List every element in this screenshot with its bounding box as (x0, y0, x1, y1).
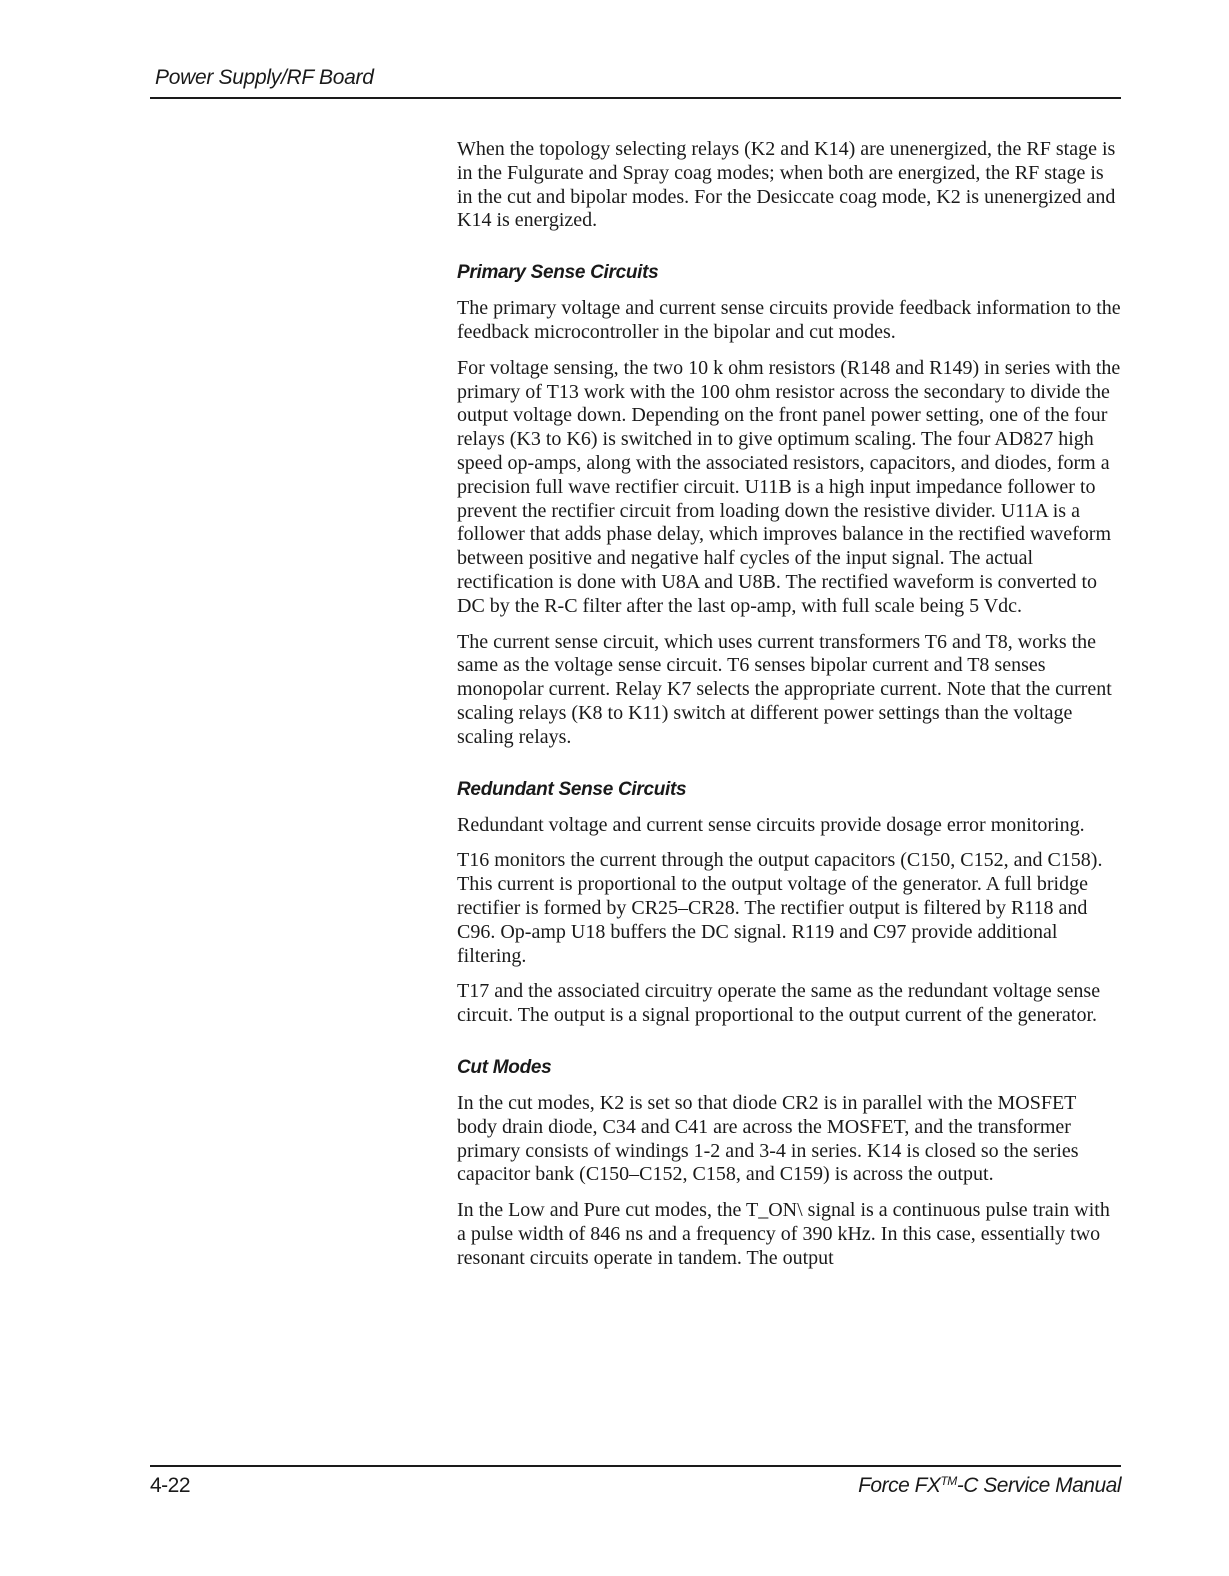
paragraph: Redundant voltage and current sense circuits provide dosage error monitoring. (457, 813, 1085, 836)
trademark-mark: TM (940, 1474, 957, 1488)
section-heading-cut-modes: Cut Modes (457, 1056, 552, 1078)
intro-paragraph: When the topology selecting relays (K2 and K14) are unenergized, the RF stage is in the Fulgurate and Spray coag modes; when both are energized, the RF stage is in the cut and bipolar modes. For the Desiccate coag mode, K2 is unenergized and K14 is energized. (457, 138, 1116, 232)
footer-rule (150, 1465, 1121, 1467)
footer-manual-title (858, 1474, 1121, 1498)
page-number: 4-22 (150, 1474, 191, 1497)
main-content (457, 138, 1121, 1282)
section-heading-redundant-sense: Redundant Sense Circuits (457, 778, 687, 800)
running-head: Power Supply/RF Board (155, 66, 374, 89)
section-heading-primary-sense: Primary Sense Circuits (457, 262, 659, 284)
paragraph: The current sense circuit, which uses current transformers T6 and T8, works the same as the voltage sense circuit. T6 senses bipolar current and T8 senses monopolar current. Relay K7 selects the appropriate current. Note that the current scaling relays (K8 to K11) switch at different power settings than the voltage scaling relays. (457, 630, 1112, 748)
header-rule (150, 97, 1121, 99)
paragraph: For voltage sensing, the two 10 k ohm resistors (R148 and R149) in series with the primary of T13 work with the 100 ohm resistor across the secondary to divide the output voltage down. Depending on the front panel power setting, one of the four relays (K3 to K6) is switched in to give optimum scaling. The four AD827 high speed op-amps, along with the associated resistors, capacitors, and diodes, form a precision full wave rectifier circuit. U11B is a high input impedance follower to prevent the rectifier circuit from loading down the resistive divider. U11A is a follower that adds phase delay, which improves balance in the rectified waveform between positive and negative half cycles of the input signal. The actual rectification is done with U8A and U8B. The rectified waveform is converted to DC by the R-C filter after the last op-amp, with full scale being 5 Vdc. (457, 356, 1121, 617)
manual-title-prefix: Force FX (858, 1474, 941, 1497)
paragraph: The primary voltage and current sense circuits provide feedback information to the feedback microcontroller in the bipolar and cut modes. (457, 297, 1121, 343)
paragraph: In the Low and Pure cut modes, the T_ON\ signal is a continuous pulse train with a pulse width of 846 ns and a frequency of 390 kHz. In this case, essentially two resonant circuits operate in tandem. The output (457, 1199, 1110, 1269)
paragraph: T17 and the associated circuitry operate the same as the redundant voltage sense circuit. The output is a signal proportional to the output current of the generator. (457, 980, 1101, 1027)
paragraph: T16 monitors the current through the output capacitors (C150, C152, and C158). This current is proportional to the output voltage of the generator. A full bridge rectifier is formed by CR25–CR28. The rectifier output is filtered by R118 and C96. Op-amp U18 buffers the DC signal. R119 and C97 provide additional filtering. (457, 849, 1103, 967)
paragraph: In the cut modes, K2 is set so that diode CR2 is in parallel with the MOSFET body drain diode, C34 and C41 are across the MOSFET, and the transformer primary consists of windings 1-2 and 3-4 in series. K14 is closed so the series capacitor bank (C150–C152, C158, and C159) is across the output. (457, 1091, 1079, 1186)
manual-title-suffix: -C Service Manual (956, 1474, 1121, 1497)
